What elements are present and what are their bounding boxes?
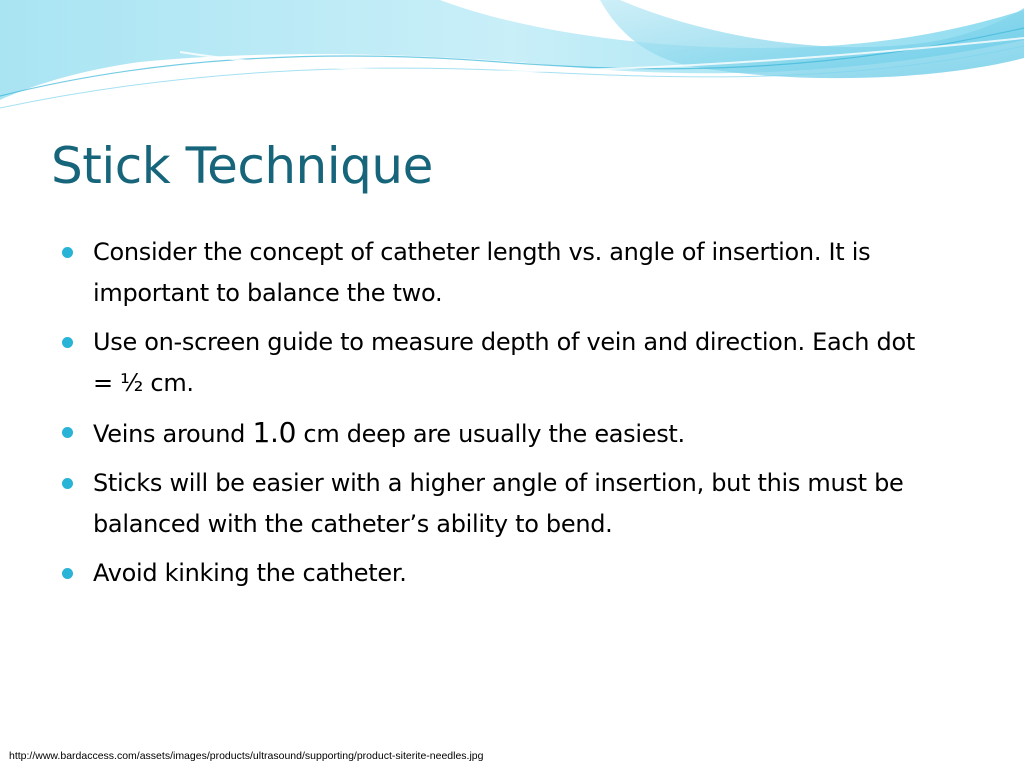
bullet-text-emphasis: 1.0	[252, 416, 297, 449]
bullet-dot-icon	[62, 337, 73, 348]
header-wave-decoration	[0, 0, 1024, 120]
list-item	[62, 553, 942, 594]
list-item	[62, 322, 942, 404]
bullet-text: Consider the concept of catheter length vs. angle of insertion. It is important to balance the two.	[93, 238, 871, 307]
bullet-text: Use on-screen guide to measure depth of vein and direction. Each dot = ½ cm.	[93, 328, 915, 397]
bullet-list	[62, 232, 942, 602]
list-item	[62, 232, 942, 314]
source-url: http://www.bardaccess.com/assets/images/products/ultrasound/supporting/product-siterite-needles.jpg	[9, 750, 484, 762]
list-item	[62, 463, 942, 545]
bullet-text: Sticks will be easier with a higher angle of insertion, but this must be balanced with the catheter’s ability to bend.	[93, 469, 904, 538]
bullet-dot-icon	[62, 478, 73, 489]
bullet-text-before: Veins around	[93, 420, 253, 448]
list-item	[62, 412, 942, 455]
bullet-text-after: cm deep are usually the easiest.	[296, 420, 685, 448]
bullet-dot-icon	[62, 427, 73, 438]
slide-title: Stick Technique	[51, 137, 433, 195]
bullet-dot-icon	[62, 568, 73, 579]
bullet-dot-icon	[62, 247, 73, 258]
bullet-text: Avoid kinking the catheter.	[93, 559, 407, 587]
